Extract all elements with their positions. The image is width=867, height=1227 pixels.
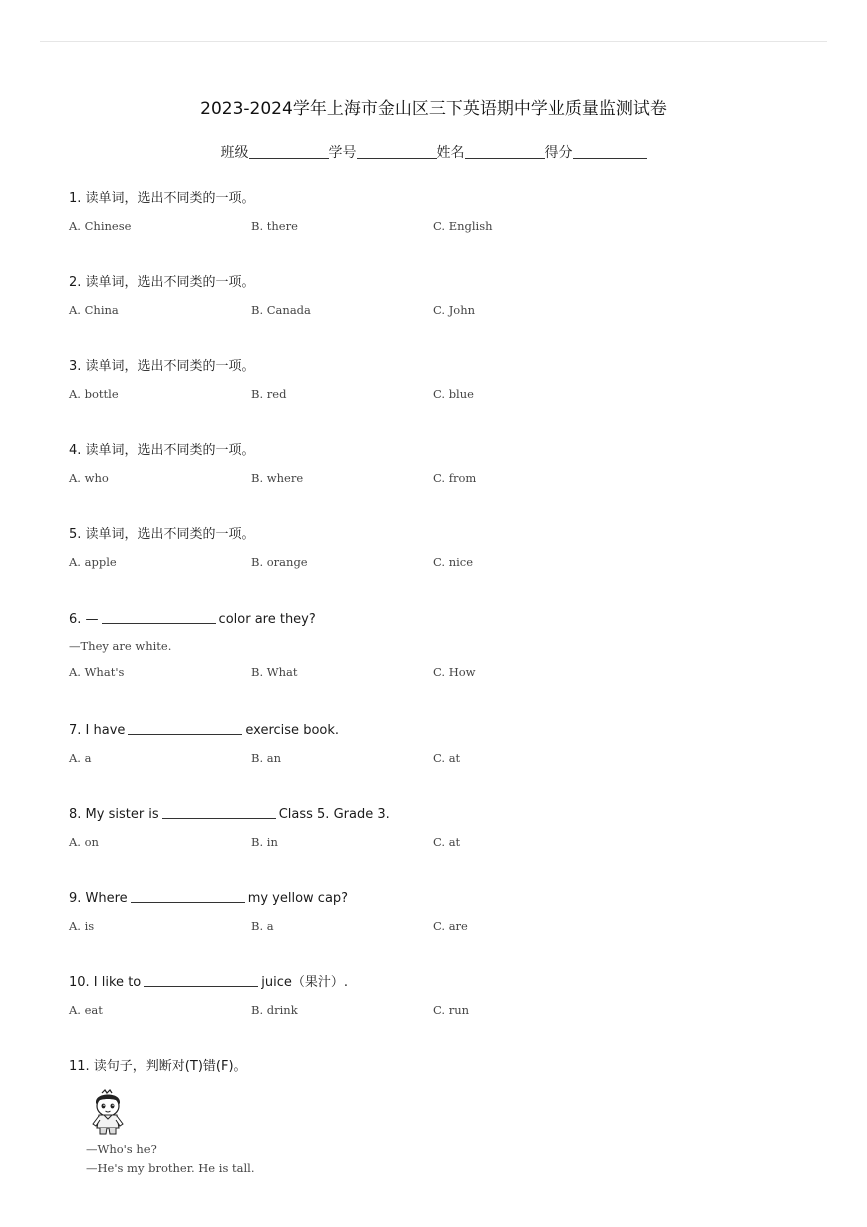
option-c[interactable]: C. are [433,919,468,933]
stem-text-before: 10. I like to [69,975,142,990]
option-a[interactable]: A. on [69,835,99,849]
option-row [69,218,829,234]
option-row [69,470,829,486]
header-divider [40,41,827,42]
question-stem: 3. 读单词，选出不同类的一项。 [69,359,255,374]
stem-text-after: exercise book. [245,723,340,738]
option-a[interactable]: A. Chinese [69,219,132,233]
option-b[interactable]: B. drink [251,1003,298,1017]
question-7 [69,721,829,766]
question-stem: 5. 读单词，选出不同类的一项。 [69,527,255,542]
stem-text-after: color are they? [218,612,316,627]
option-c[interactable]: C. John [433,303,476,317]
option-row [69,1002,829,1018]
option-row [69,386,829,402]
option-a[interactable]: A. who [69,471,109,485]
dialogue-line-1: —Who's he? [86,1142,157,1156]
option-c[interactable]: C. English [433,219,493,233]
question-4 [69,442,829,486]
answer-blank[interactable] [128,721,242,735]
id-blank[interactable] [357,144,437,159]
option-b[interactable]: B. Canada [251,303,311,317]
question-1 [69,190,829,234]
answer-blank[interactable] [102,610,216,624]
dialogue-line-2: —He's my brother. He is tall. [86,1161,255,1175]
stem-text-before: 6. — [69,612,99,627]
question-8 [69,805,829,850]
option-c[interactable]: C. nice [433,555,474,569]
stem-text-before: 8. My sister is [69,807,159,822]
name-label: 姓名 [436,145,465,161]
option-b[interactable]: B. there [251,219,298,233]
option-b[interactable]: B. What [251,665,298,679]
question-stem [69,889,829,908]
question-stem: 1. 读单词，选出不同类的一项。 [69,191,255,206]
page-title: 2023-2024学年上海市金山区三下英语期中学业质量监测试卷 [200,99,667,119]
question-stem: 11. 读句子，判断对(T)错(F)。 [69,1059,247,1074]
name-blank[interactable] [465,144,545,159]
option-a[interactable]: A. bottle [69,387,119,401]
id-label: 学号 [328,145,357,161]
question-dialogue: —They are white. [69,639,172,653]
option-c[interactable]: C. blue [433,387,474,401]
question-2 [69,274,829,318]
option-c[interactable]: C. How [433,665,476,679]
question-10 [69,973,829,1018]
score-blank[interactable] [573,144,647,159]
student-info-line [0,143,867,163]
question-6 [69,610,829,680]
score-label: 得分 [544,145,573,161]
option-b[interactable]: B. where [251,471,304,485]
option-c[interactable]: C. at [433,751,461,765]
stem-text-after: juice（果汁）. [261,975,348,990]
option-b[interactable]: B. a [251,919,274,933]
option-a[interactable]: A. apple [69,555,117,569]
option-b[interactable]: B. in [251,835,278,849]
option-row [69,918,829,934]
class-label: 班级 [220,145,249,161]
question-stem [69,610,829,629]
question-stem [69,721,829,740]
question-3 [69,358,829,402]
stem-text-before: 7. I have [69,723,126,738]
option-row [69,834,829,850]
option-row [69,302,829,318]
stem-text-after: Class 5. Grade 3. [278,807,390,822]
answer-blank[interactable] [131,889,245,903]
answer-blank[interactable] [162,805,276,819]
class-blank[interactable] [249,144,329,159]
stem-text-before: 9. Where [69,891,128,906]
question-stem: 4. 读单词，选出不同类的一项。 [69,443,255,458]
option-a[interactable]: A. eat [69,1003,103,1017]
answer-blank[interactable] [144,973,258,987]
question-9 [69,889,829,934]
option-a[interactable]: A. a [69,751,92,765]
option-a[interactable]: A. What's [69,665,125,679]
option-a[interactable]: A. China [69,303,119,317]
option-b[interactable]: B. orange [251,555,308,569]
question-stem: 2. 读单词，选出不同类的一项。 [69,275,255,290]
option-a[interactable]: A. is [69,919,95,933]
option-b[interactable]: B. red [251,387,287,401]
question-11 [69,1058,829,1076]
question-stem [69,973,829,992]
stem-text-after: my yellow cap? [247,891,349,906]
option-c[interactable]: C. from [433,471,477,485]
boy-illustration-icon [88,1088,128,1136]
option-c[interactable]: C. at [433,835,461,849]
option-row [69,554,829,570]
option-row [69,664,829,680]
option-row [69,750,829,766]
option-b[interactable]: B. an [251,751,282,765]
question-stem [69,805,829,824]
option-c[interactable]: C. run [433,1003,470,1017]
question-5 [69,526,829,570]
